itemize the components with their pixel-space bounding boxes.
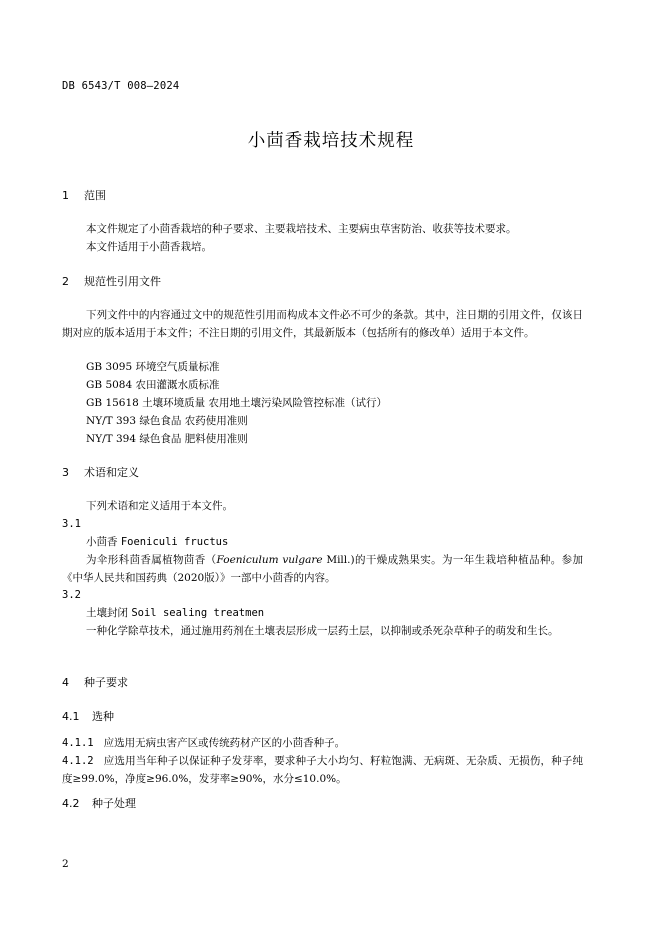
definition-text: Mill.)的干燥成熟果实。为一年生栽培种植品种。参加《中华人民共和国药典（2020版）》一部中小茴香的内容。: [62, 554, 583, 584]
reference-item: GB 15618 土壤环境质量 农用地土壤污染风险管控标准（试行）: [86, 397, 388, 409]
latin-name: Foeniculum vulgare: [216, 554, 323, 566]
subsection-number: 4.1: [62, 710, 80, 723]
page-number: 2: [62, 858, 69, 870]
paragraph: 下列术语和定义适用于本文件。: [86, 500, 233, 512]
section-number: 4: [62, 676, 69, 689]
section-heading-seed-requirements: [62, 676, 128, 690]
document-title: 小茴香栽培技术规程: [247, 131, 415, 151]
section-title: 规范性引用文件: [84, 275, 161, 288]
section-heading-scope: [62, 189, 106, 203]
reference-item: NY/T 394 绿色食品 肥料使用准则: [86, 433, 248, 445]
section-title: 范围: [84, 189, 106, 202]
reference-item: GB 3095 环境空气质量标准: [86, 361, 220, 373]
definition-text: 为伞形科茴香属植物茴香（: [86, 554, 217, 566]
term-name-zh: 小茴香: [86, 536, 118, 548]
paragraph: 下列文件中的内容通过文中的规范性引用而构成本文件必不可少的条款。其中，注日期的引用文件，仅该日期对应的版本适用于本文件；不注日期的引用文件，其最新版本（包括所有的修改单）适用于本文件。: [62, 309, 583, 339]
clause-text: 应选用无病虫害产区或传统药材产区的小茴香种子。: [103, 737, 346, 749]
term-definition: 一种化学除草技术，通过施用药剂在土壤表层形成一层药土层，以抑制或杀死杂草种子的萌发和生长。: [86, 625, 559, 637]
term-number: 3.2: [62, 589, 81, 601]
reference-item: NY/T 393 绿色食品 农药使用准则: [86, 415, 248, 427]
paragraph: 本文件适用于小茴香栽培。: [86, 241, 212, 253]
term-name-en: Soil sealing treatmen: [131, 607, 265, 619]
term-number: 3.1: [62, 518, 81, 530]
subsection-title: 选种: [92, 710, 114, 723]
clause-text: 应选用当年种子以保证种子发芽率，要求种子大小均匀、籽粒饱满、无病斑、无杂质、无损伤，种子纯度≥99.0%，净度≥96.0%，发芽率≥90%，水分≤10.0%。: [62, 755, 583, 785]
document-code: DB 6543/T 008—2024: [62, 80, 180, 92]
term-name: [86, 605, 264, 621]
clause: [62, 752, 583, 788]
section-title: 术语和定义: [84, 466, 139, 479]
subsection-heading-seed-selection: [62, 710, 114, 724]
section-number: 3: [62, 466, 69, 479]
subsection-heading-seed-treatment: [62, 797, 136, 811]
term-name: [86, 534, 228, 550]
term-name-en: Foeniculi fructus: [120, 536, 229, 548]
term-definition: [62, 551, 583, 587]
clause: [62, 734, 583, 752]
reference-item: GB 5084 农田灌溉水质标准: [86, 379, 220, 391]
section-title: 种子要求: [84, 676, 128, 689]
section-number: 2: [62, 275, 69, 288]
subsection-title: 种子处理: [92, 797, 136, 810]
clause-number: 4.1.1: [62, 737, 94, 749]
clause-number: 4.1.2: [62, 755, 94, 767]
subsection-number: 4.2: [62, 797, 80, 810]
section-heading-terms-definitions: [62, 466, 139, 480]
term-name-zh: 土壤封闭: [86, 607, 128, 619]
section-heading-normative-references: [62, 275, 161, 289]
paragraph: 本文件规定了小茴香栽培的种子要求、主要栽培技术、主要病虫草害防治、收获等技术要求。: [86, 223, 517, 235]
section-number: 1: [62, 189, 69, 202]
